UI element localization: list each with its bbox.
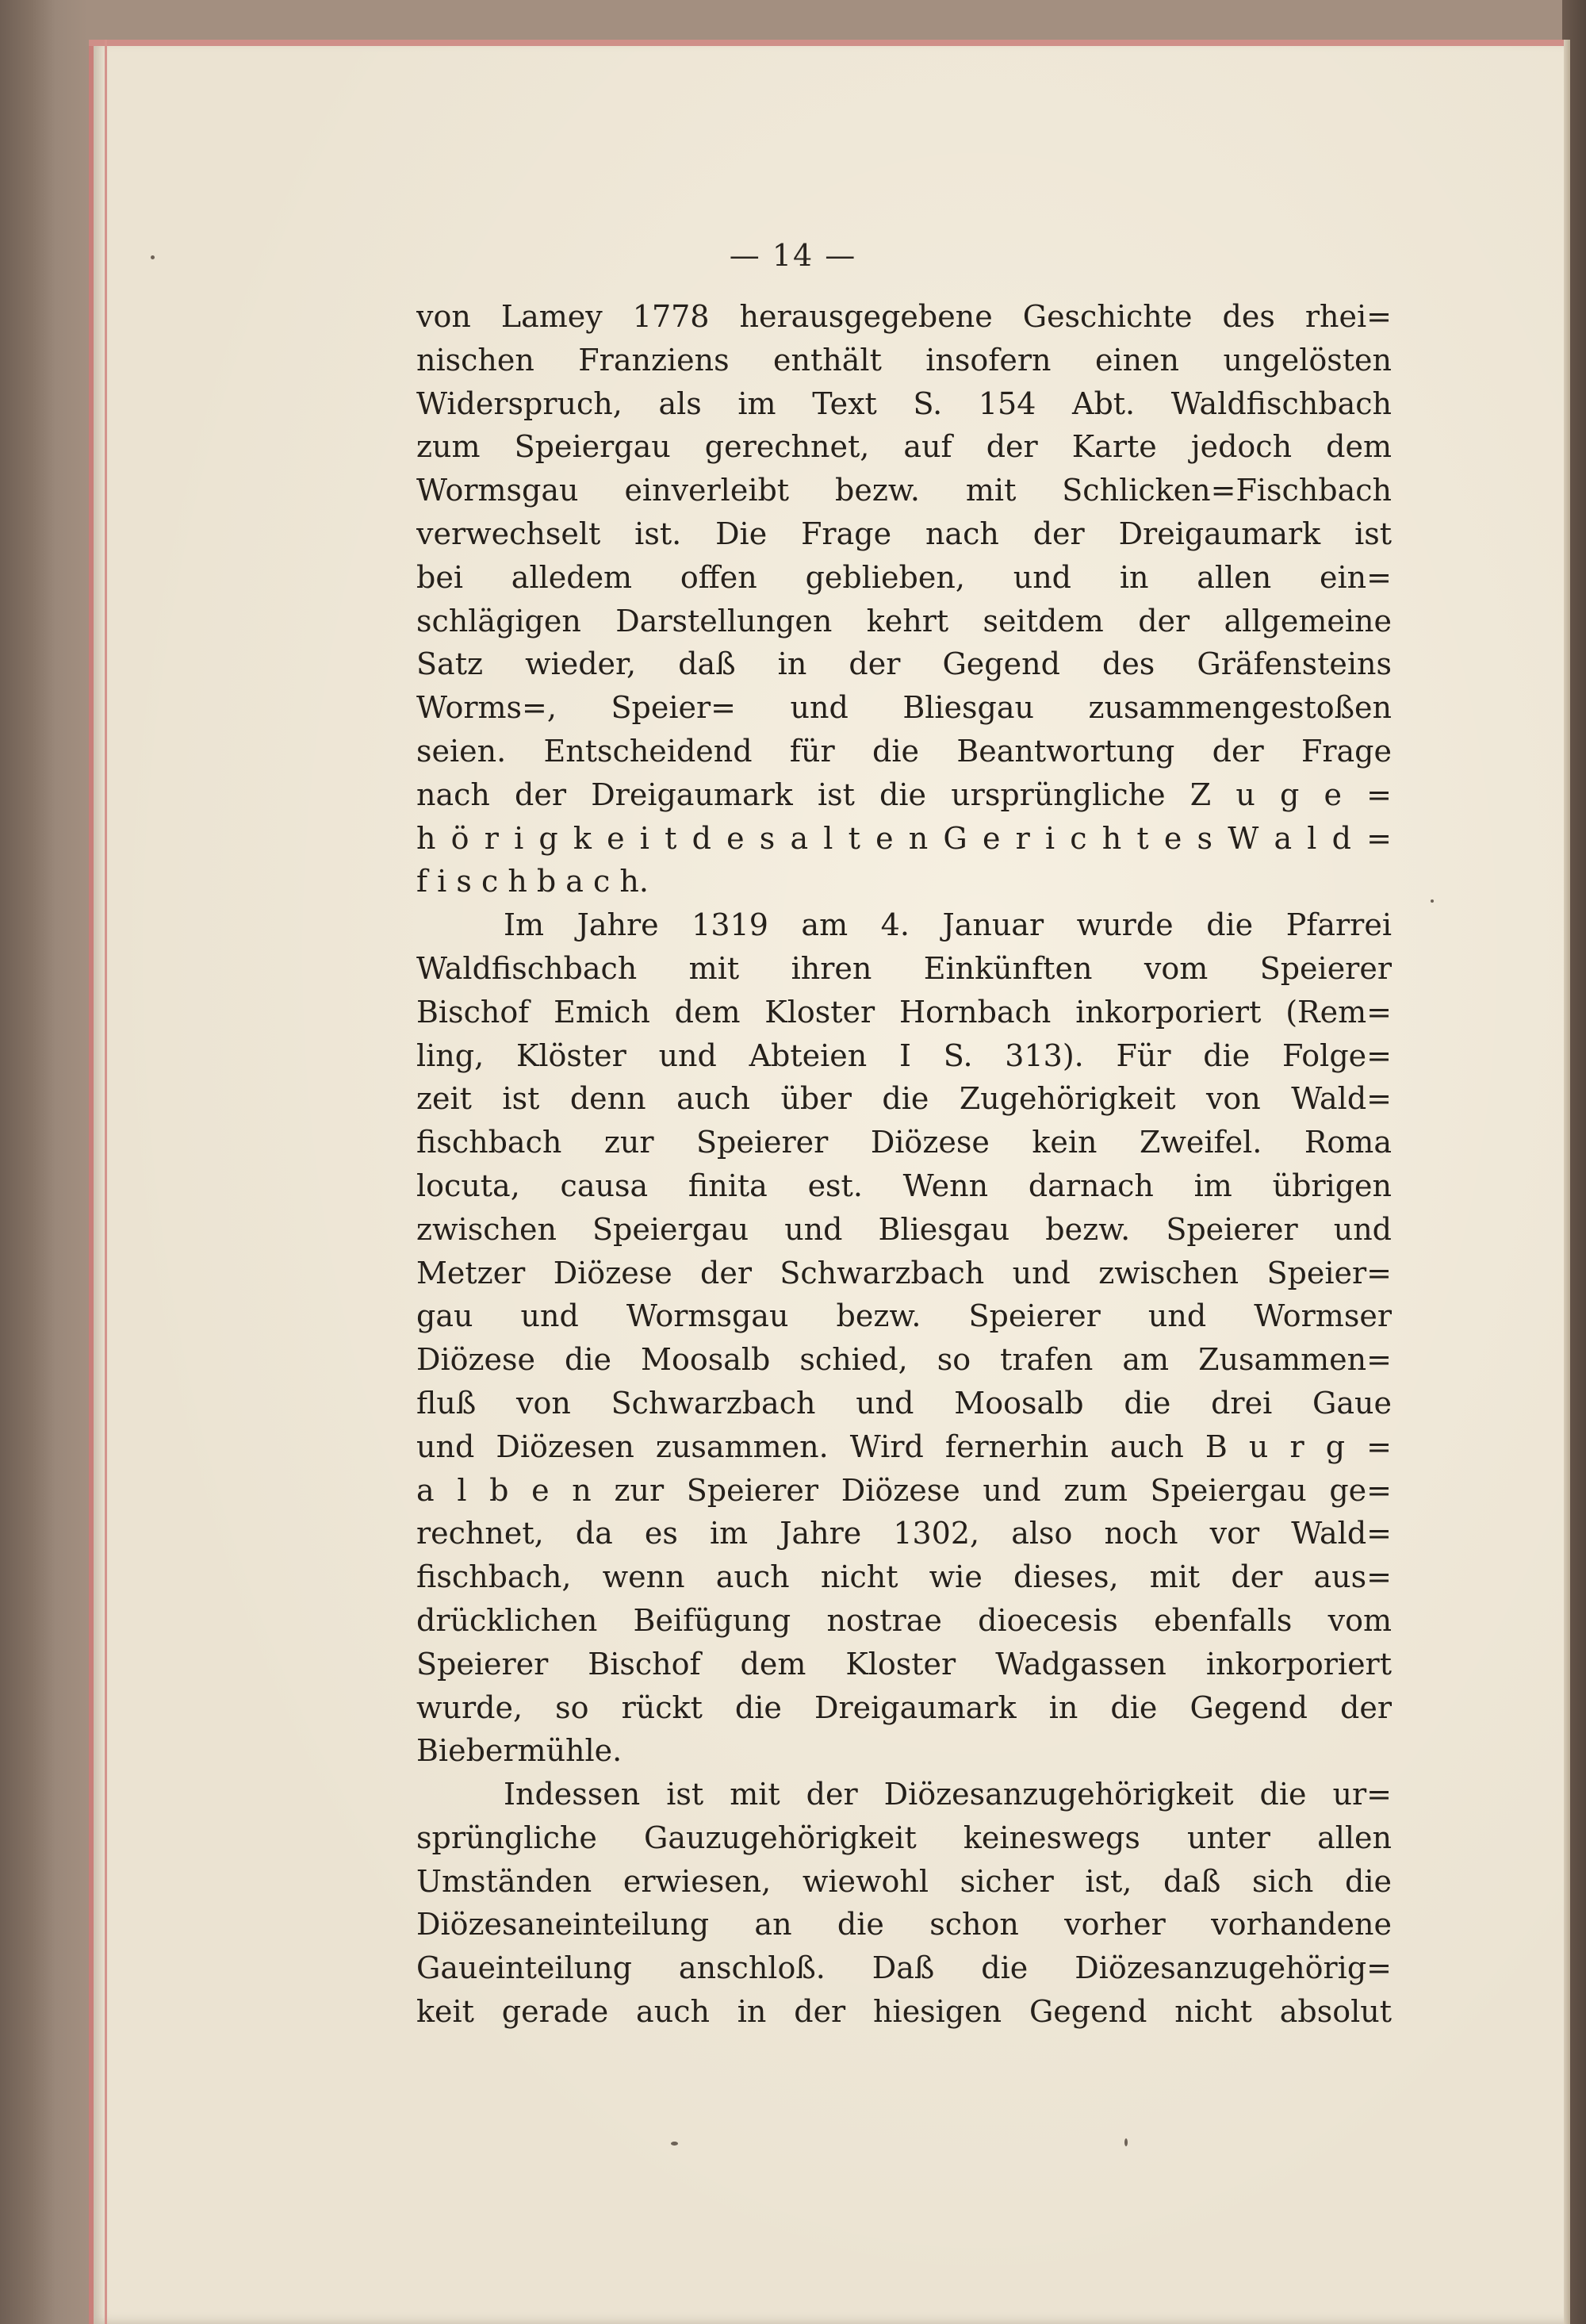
text-line: von Lamey 1778 herausgegebene Geschichte des rhei=	[416, 299, 1392, 334]
text-line: locuta, causa finita est. Wenn darnach im übrigen	[416, 1168, 1392, 1203]
text-line: nischen Franziens enthält insofern einen ungelösten	[416, 342, 1392, 378]
text-line: Diözesaneinteilung an die schon vorher vorhandene	[416, 1907, 1392, 1942]
text-line: Diözese die Moosalb schied, so trafen am Zusammen=	[416, 1342, 1392, 1378]
text-line: bei alledem offen geblieben, und in allen ein=	[416, 559, 1392, 595]
text-line: ling, Klöster und Abteien I S. 313). Für die Folge=	[416, 1037, 1392, 1073]
text-line: Metzer Diözese der Schwarzbach und zwischen Speier=	[416, 1255, 1392, 1290]
body-text	[416, 295, 1392, 2034]
text-line: gau und Wormsgau bezw. Speierer und Wormser	[416, 1298, 1392, 1334]
text-line: schlägigen Darstellungen kehrt seitdem der allgemeine	[416, 603, 1392, 639]
text-line: Widerspruch, als im Text S. 154 Abt. Waldfischbach	[416, 385, 1392, 421]
text-line: Biebermühle.	[416, 1733, 623, 1769]
paper-speck	[1431, 899, 1434, 903]
text-line: h ö r i g k e i t d e s a l t e n G e r i c h t e s W a l d =	[416, 820, 1392, 856]
text-line: Bischof Emich dem Kloster Hornbach inkorporiert (Rem=	[416, 994, 1392, 1030]
page-right-edge	[1564, 40, 1570, 2324]
paper-speck	[671, 2142, 678, 2146]
text-line: Gaueinteilung anschloß. Daß die Diözesanzugehörig=	[416, 1950, 1392, 1986]
paper-speck	[1124, 2138, 1128, 2146]
text-line: nach der Dreigaumark ist die ursprüngliche Z u g e =	[416, 777, 1392, 812]
text-line: drücklichen Beifügung nostrae dioecesis ebenfalls vom	[416, 1602, 1392, 1638]
text-line: zwischen Speiergau und Bliesgau bezw. Speierer und	[416, 1211, 1392, 1247]
text-line: a l b e n zur Speierer Diözese und zum Speiergau ge=	[416, 1472, 1392, 1508]
text-line: Satz wieder, daß in der Gegend des Gräfensteins	[416, 646, 1392, 682]
text-line: Wormsgau einverleibt bezw. mit Schlicken=Fischbach	[416, 473, 1392, 508]
text-line: Speierer Bischof dem Kloster Wadgassen inkorporiert	[416, 1646, 1392, 1682]
text-line: keit gerade auch in der hiesigen Gegend nicht absolut	[416, 1994, 1392, 2030]
page-top-edge	[89, 40, 1570, 46]
text-line: Im Jahre 1319 am 4. Januar wurde die Pfarrei	[504, 907, 1392, 943]
text-line: Umständen erwiesen, wiewohl sicher ist, daß sich die	[416, 1863, 1392, 1899]
page-margin-rule	[105, 40, 107, 2324]
paper-speck	[151, 255, 155, 259]
text-line: wurde, so rückt die Dreigaumark in die Gegend der	[416, 1689, 1392, 1725]
text-line: f i s c h b a c h.	[416, 864, 649, 899]
text-line: zum Speiergau gerechnet, auf der Karte jedoch dem	[416, 429, 1392, 465]
text-line: fischbach, wenn auch nicht wie dieses, mit der aus=	[416, 1559, 1392, 1595]
text-line: rechnet, da es im Jahre 1302, also noch vor Wald=	[416, 1516, 1392, 1551]
text-line: Indessen ist mit der Diözesanzugehörigkeit die ur=	[504, 1777, 1392, 1812]
text-line: und Diözesen zusammen. Wird fernerhin auch B u r g =	[416, 1429, 1392, 1464]
text-line: fluß von Schwarzbach und Moosalb die drei Gaue	[416, 1385, 1392, 1421]
text-line: fischbach zur Speierer Diözese kein Zweifel. Roma	[416, 1125, 1392, 1160]
page-number: — 14 —	[729, 238, 857, 273]
text-line: sprüngliche Gauzugehörigkeit keineswegs unter allen	[416, 1820, 1392, 1855]
text-line: zeit ist denn auch über die Zugehörigkeit von Wald=	[416, 1081, 1392, 1117]
text-line: seien. Entscheidend für die Beantwortung der Frage	[416, 733, 1392, 769]
text-line: Waldfischbach mit ihren Einkünften vom Speierer	[416, 950, 1392, 986]
text-line: verwechselt ist. Die Frage nach der Dreigaumark ist	[416, 516, 1392, 551]
text-line: Worms=, Speier= und Bliesgau zusammengestoßen	[416, 690, 1392, 726]
